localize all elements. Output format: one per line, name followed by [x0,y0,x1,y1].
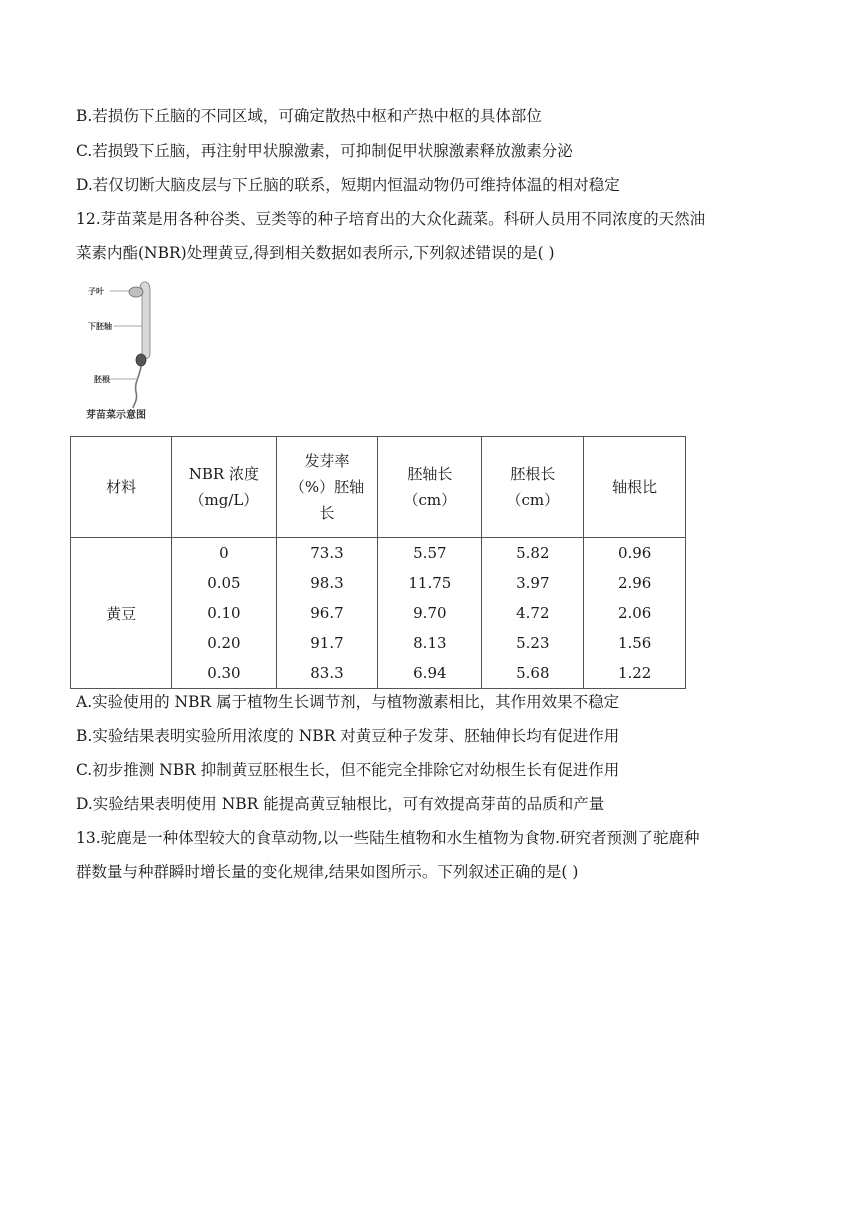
col-axis-values [378,538,482,689]
table-cell: 5.23 [516,634,550,652]
table-cell: 1.56 [617,634,652,652]
col-rate-values [276,538,378,689]
table-cell: 98.3 [310,574,344,592]
col-ratio-values [584,538,686,689]
sprout-diagram [84,276,194,426]
option-d-prev: D.若仅切断大脑皮层与下丘脑的联系，短期内恒温动物仍可维持体温的相对稳定 [76,176,620,194]
label-cotyledon: 子叶 [88,287,104,296]
table-cell: 3.97 [516,574,550,592]
table-cell: 0.20 [207,634,241,652]
table-cell: 0.10 [207,604,241,622]
nbr-data-table [70,436,686,689]
question-12-line2: 菜素内酯(NBR)处理黄豆,得到相关数据如表所示,下列叙述错误的是( ) [76,244,555,262]
col-root-values [482,538,584,689]
question-13-line2: 群数量与种群瞬时增长量的变化规律,结果如图所示。下列叙述正确的是( ) [76,863,579,881]
table-cell: 96.7 [310,604,344,622]
header-ratio: 轴根比 [584,437,686,538]
label-radicle: 胚根 [94,375,110,384]
table-cell: 91.7 [310,634,344,652]
col-nbr-values [172,538,276,689]
cell-material: 黄豆 [71,538,172,689]
option-d: D.实验结果表明使用 NBR 能提高黄豆轴根比，可有效提高芽苗的品质和产量 [76,795,605,813]
table-cell: 0.30 [207,664,241,682]
question-13-line1: 13.驼鹿是一种体型较大的食草动物,以一些陆生植物和水生植物为食物.研究者预测了驼鹿种 [76,829,700,847]
question-12-line1: 12.芽苗菜是用各种谷类、豆类等的种子培育出的大众化蔬菜。科研人员用不同浓度的天然油 [76,210,706,228]
table-cell: 83.3 [310,664,344,682]
table-cell: 0 [219,544,229,562]
option-b-prev: B.若损伤下丘脑的不同区域，可确定散热中枢和产热中枢的具体部位 [76,107,542,125]
table-cell: 4.72 [516,604,550,622]
table-cell: 8.13 [413,634,447,652]
header-hypocotyl-length: 胚轴长 （cm） [378,437,482,538]
label-hypocotyl: 下胚轴 [88,322,112,331]
table-cell: 5.82 [516,544,550,562]
table-cell: 2.06 [617,604,652,622]
header-germination-rate: 发芽率 （%）胚轴 长 [276,437,378,538]
table-cell: 73.3 [310,544,344,562]
sprout-caption: 芽苗菜示意图 [86,410,146,421]
table-cell: 6.94 [413,664,447,682]
table-cell: 11.75 [408,574,452,592]
table-cell: 1.22 [617,664,652,682]
option-a: A.实验使用的 NBR 属于植物生长调节剂，与植物激素相比，其作用效果不稳定 [76,693,620,711]
table-cell: 9.70 [413,604,447,622]
header-material: 材料 [71,437,172,538]
table-cell: 0.05 [207,574,241,592]
option-c-prev: C.若损毁下丘脑，再注射甲状腺激素，可抑制促甲状腺激素释放激素分泌 [76,142,573,160]
option-c: C.初步推测 NBR 抑制黄豆胚根生长，但不能完全排除它对幼根生长有促进作用 [76,761,620,779]
header-nbr: NBR 浓度 （mg/L） [172,437,276,538]
table-cell: 5.68 [516,664,550,682]
table-cell: 2.96 [617,574,652,592]
header-radicle-length: 胚根长 （cm） [482,437,584,538]
table-cell: 5.57 [413,544,447,562]
table-cell: 0.96 [617,544,652,562]
option-b: B.实验结果表明实验所用浓度的 NBR 对黄豆种子发芽、胚轴伸长均有促进作用 [76,727,620,745]
